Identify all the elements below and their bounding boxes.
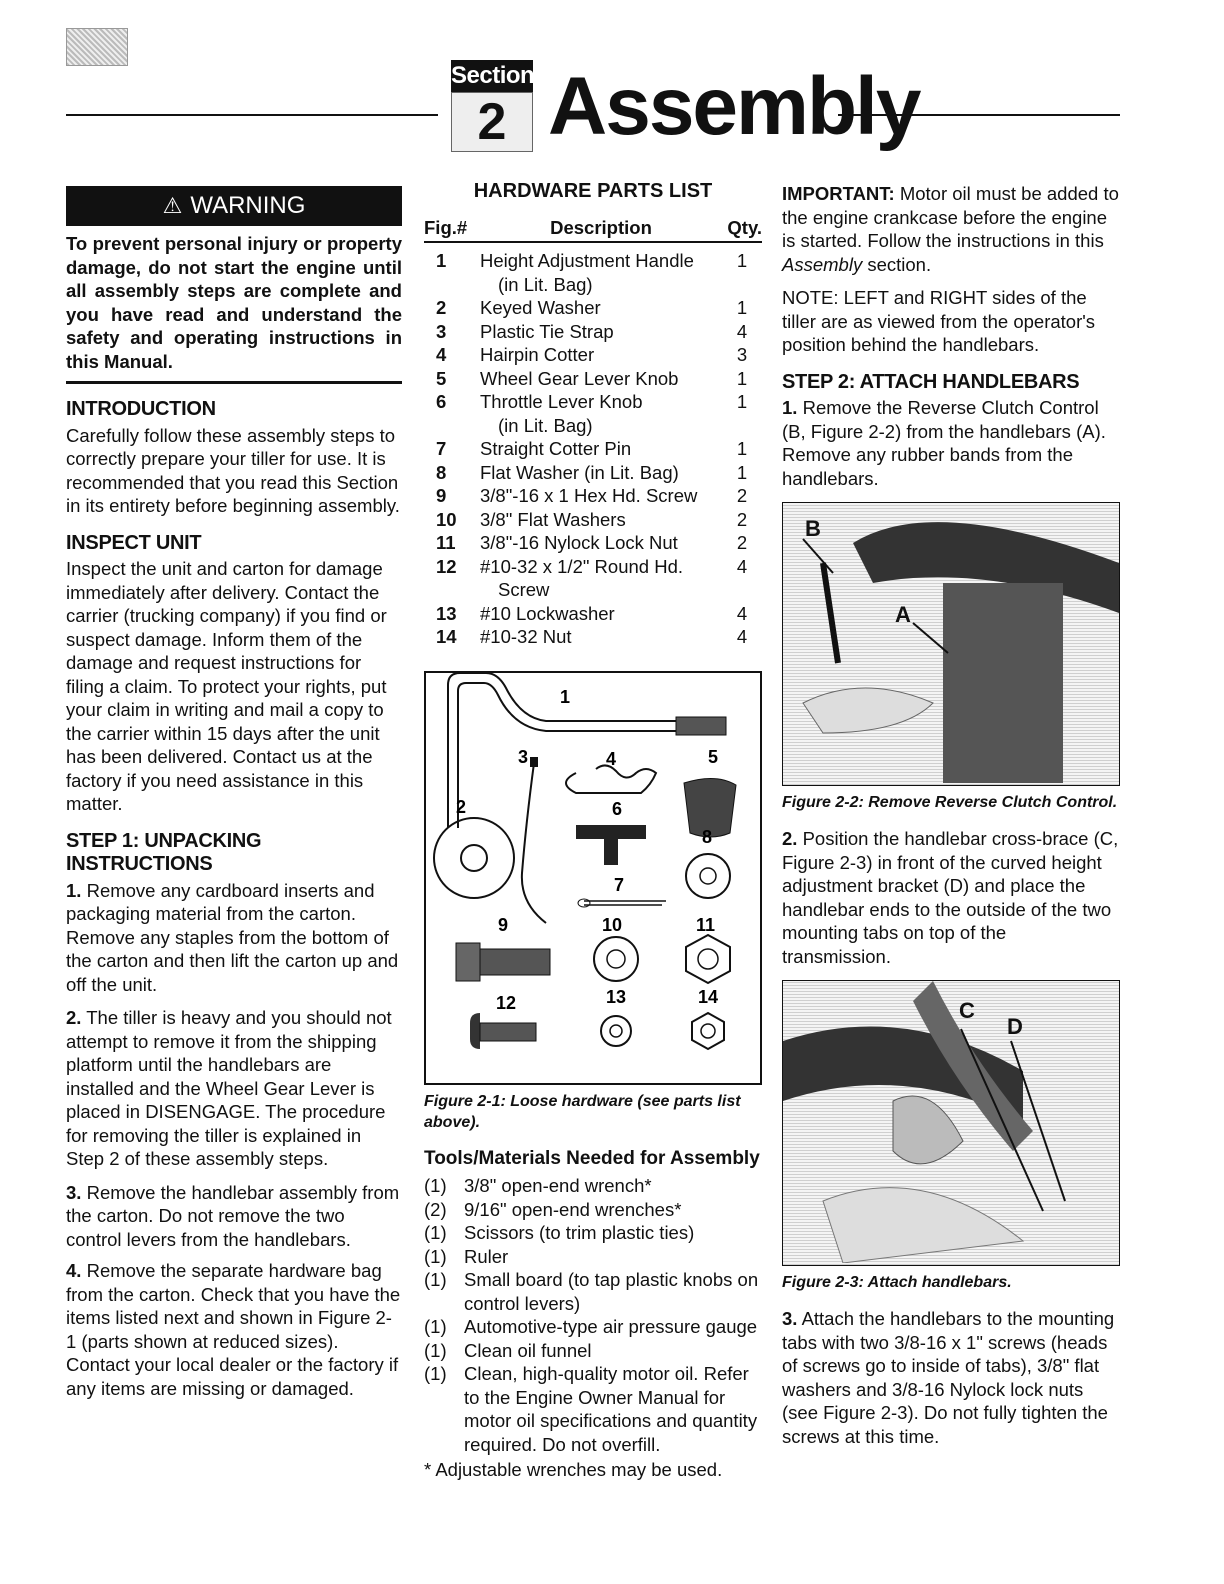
step2-item: 2. Position the handlebar cross-brace (C, Figure 2-3) in front of the curved height adjustment bracket (D) and place the handlebar ends to the outside of the two mounting tabs on top of the transmission. [782,828,1119,967]
table-row [424,461,762,485]
table-row [424,242,762,296]
inspect-text: Inspect the unit and carton for damage immediately after delivery. Contact the carrier (trucking company) if you find or suspect damage. Inform them of the damage and request instructions for filing a claim. To protect your rights, put your claim in writing and mail a copy to the carrier within 15 days after the unit has been delivered. Contact us at the factory if you need assistance in this matter. [66,558,387,814]
lockwasher-icon [601,1016,631,1046]
list-item: (1) Ruler [424,1245,509,1267]
figure-2-1-caption: Figure 2-1: Loose hardware (see parts list above). [424,1092,741,1131]
section-badge [451,60,533,152]
page-title: Assembly [548,61,920,152]
table-row [424,484,762,508]
handle-thread-icon [676,717,726,735]
warning-heading: WARNING [190,192,306,219]
part-desc: #10-32 x 1/2" Round Hd. Screw [480,555,684,600]
note-text: NOTE: LEFT and RIGHT sides of the tiller are as viewed from the operator's position behind the handlebars. [782,287,1096,355]
svg-text:9: 9 [498,914,509,935]
column-right [782,180,1120,1458]
part-desc: Plastic Tie Strap [480,320,614,342]
part-fig: 1 [436,250,447,271]
tools-list [424,1174,762,1456]
svg-text:12: 12 [496,992,517,1013]
flat-washer-icon [686,854,730,898]
figure-2-1-hardware [424,671,762,1085]
part-qty: 1 [736,367,748,389]
flat-washer-10-icon [594,937,638,981]
list-item: (1) Clean, high-quality motor oil. Refer to the Engine Owner Manual for motor oil specifications and quantity required. Do not overfill. [424,1363,758,1455]
part-desc: Straight Cotter Pin [480,438,632,459]
part-fig: 5 [436,367,447,389]
figure-2-3-caption: Figure 2-3: Attach handlebars. [782,1274,1012,1291]
table-row [424,296,762,320]
hardware-illustration [426,673,760,1079]
hairpin-cotter-icon [566,765,656,793]
part-desc: #10-32 Nut [480,626,572,647]
round-head-screw-icon [470,1013,480,1049]
keyed-washer-icon [434,818,514,898]
table-row [424,531,762,555]
part-fig: 6 [436,391,447,412]
part-qty: 4 [736,320,748,342]
part-qty: 3 [736,344,748,365]
part-fig: 13 [436,602,457,624]
list-item: (2) 9/16" open-end wrenches* [424,1198,682,1220]
introduction-text: Carefully follow these assembly steps to correctly prepare your tiller for use. It is recommended that you read this Section in its entirety before beginning assembly. [66,424,400,516]
header-rule-right [838,114,1120,116]
table-row [424,390,762,437]
part-qty: 2 [736,532,748,553]
svg-text:14: 14 [698,986,719,1007]
nut-icon [692,1013,724,1049]
warning-triangle-icon: ⚠ [162,193,183,218]
tie-strap-icon [522,763,546,923]
straight-cotter-pin-icon [584,901,666,905]
section-number: 2 [451,92,533,152]
svg-text:11: 11 [696,914,716,935]
list-item: (1) Small board (to tap plastic knobs on control levers) [424,1269,759,1314]
figure-2-3-photo [782,980,1120,1266]
svg-text:10: 10 [602,914,623,935]
step1-item: 1. Remove any cardboard inserts and packaging material from the carton. Remove any staples from the bottom of the carton and then lift the carton up and off the unit. [66,879,399,995]
photo-label-a: A [895,602,911,627]
part-qty: 4 [736,602,748,624]
part-fig: 2 [436,297,447,318]
part-fig: 11 [436,532,456,553]
list-item: (1) Scissors (to trim plastic ties) [424,1222,695,1243]
part-desc: 3/8"-16 Nylock Lock Nut [480,532,678,553]
warning-text: To prevent personal injury or property damage, do not start the engine until all assembly steps are complete and you have read and understand the safety and operating instructions in this Manual. [66,232,402,384]
hex-screw-icon [456,943,480,981]
part-qty: 4 [736,626,748,647]
table-row [424,625,762,649]
part-desc: #10 Lockwasher [480,602,615,624]
part-fig: 3 [436,320,447,342]
svg-text:13: 13 [606,986,627,1007]
part-qty: 1 [736,391,748,412]
step2-item: 3. Attach the handlebars to the mounting tabs with two 3/8-16 x 1" screws (heads of screws go to inside of tabs), 3/8" flat washers and 3/8-16 Nylock lock nuts (see Figure 2-3). Do not fully tighten the screws at this time. [782,1308,1115,1447]
figure-2-2-caption: Figure 2-2: Remove Reverse Clutch Control. [782,794,1118,811]
photo-label-b: B [805,516,821,541]
table-row [424,320,762,344]
step1-heading: STEP 1: UNPACKING INSTRUCTIONS [66,829,262,875]
part-desc: Flat Washer (in Lit. Bag) [480,461,679,483]
hardware-parts-table [424,216,762,649]
part-fig: 4 [436,344,447,365]
part-qty: 1 [736,461,748,483]
list-item: (1) Clean oil funnel [424,1339,592,1361]
col-header-desc: Description [480,216,722,243]
part-desc: Throttle Lever Knob (in Lit. Bag) [480,391,643,436]
part-desc: Keyed Washer [480,297,601,318]
part-qty: 2 [736,508,748,530]
svg-text:3: 3 [518,746,529,767]
part-fig: 8 [436,461,447,483]
svg-text:6: 6 [612,798,623,819]
part-qty: 1 [736,250,748,271]
tools-footnote: * Adjustable wrenches may be used. [424,1459,723,1480]
hardware-title: HARDWARE PARTS LIST [473,180,713,202]
part-desc: 3/8" Flat Washers [480,508,626,530]
inspect-heading: INSPECT UNIT [66,531,202,554]
table-row [424,437,762,461]
nylock-nut-icon [686,935,730,983]
step1-item: 4. Remove the separate hardware bag from the carton. Check that you have the items listed next and shown in Figure 2-1 (parts shown at reduced sizes). Contact your local dealer or the factory if any items are missing or damaged. [66,1260,401,1399]
svg-text:2: 2 [456,796,467,817]
step1-item: 2. The tiller is heavy and you should not attempt to remove it from the shipping platform until the handlebars are installed and the Wheel Gear Lever is placed in DISENGAGE. The procedure for removing the tiller is explained in Step 2 of these assembly steps. [66,1007,392,1169]
svg-text:8: 8 [702,826,713,847]
warning-banner [66,186,402,226]
figure-2-2-photo [782,502,1120,786]
list-item: (1) Automotive-type air pressure gauge [424,1316,758,1337]
part-desc: 3/8"-16 x 1 Hex Hd. Screw [480,485,698,506]
table-row [424,367,762,391]
column-left [66,180,402,1410]
section-tab: Section [451,60,533,92]
header-rule-left [66,114,438,116]
step1-item: 3. Remove the handlebar assembly from the carton. Do not remove the two control levers from the handlebars. [66,1181,400,1250]
step2-heading: STEP 2: ATTACH HANDLEBARS [782,370,1080,393]
table-row [424,343,762,367]
part-fig: 9 [436,485,447,506]
part-fig: 14 [436,626,457,647]
table-row [424,602,762,626]
part-fig: 10 [436,508,457,530]
svg-text:7: 7 [614,874,625,895]
part-desc: Hairpin Cotter [480,344,595,365]
part-fig: 7 [436,438,447,459]
part-qty: 1 [736,297,748,318]
table-row [424,555,762,602]
svg-text:5: 5 [708,746,719,767]
fig-label: 1 [560,686,571,707]
part-qty: 2 [736,485,748,506]
introduction-heading: INTRODUCTION [66,398,216,420]
part-qty: 4 [736,555,748,577]
important-note: IMPORTANT: Motor oil must be added to the engine crankcase before the engine is started. Follow the instructions in this Assembly section. [782,183,1119,275]
table-row [424,508,762,532]
part-fig: 12 [436,555,457,577]
step2-item: 1. Remove the Reverse Clutch Control (B, Figure 2-2) from the handlebars (A). Remove any rubber bands from the handlebars. [782,397,1106,489]
handlebar-photo-illustration [783,503,1119,783]
list-item: (1) 3/8" open-end wrench* [424,1175,652,1196]
corner-mark [66,28,128,66]
photo-label-d: D [1007,1014,1023,1039]
photo-label-c: C [959,998,975,1023]
part-desc: Height Adjustment Handle (in Lit. Bag) [480,250,694,295]
col-header-qty: Qty. [722,216,762,243]
svg-text:4: 4 [606,748,617,769]
throttle-knob-icon [576,825,646,839]
column-middle [424,180,762,1482]
part-qty: 1 [736,438,748,459]
part-desc: Wheel Gear Lever Knob [480,367,679,389]
col-header-fig: Fig.# [424,216,480,243]
tools-title: Tools/Materials Needed for Assembly [424,1147,760,1169]
attach-handlebars-illustration [783,981,1119,1263]
